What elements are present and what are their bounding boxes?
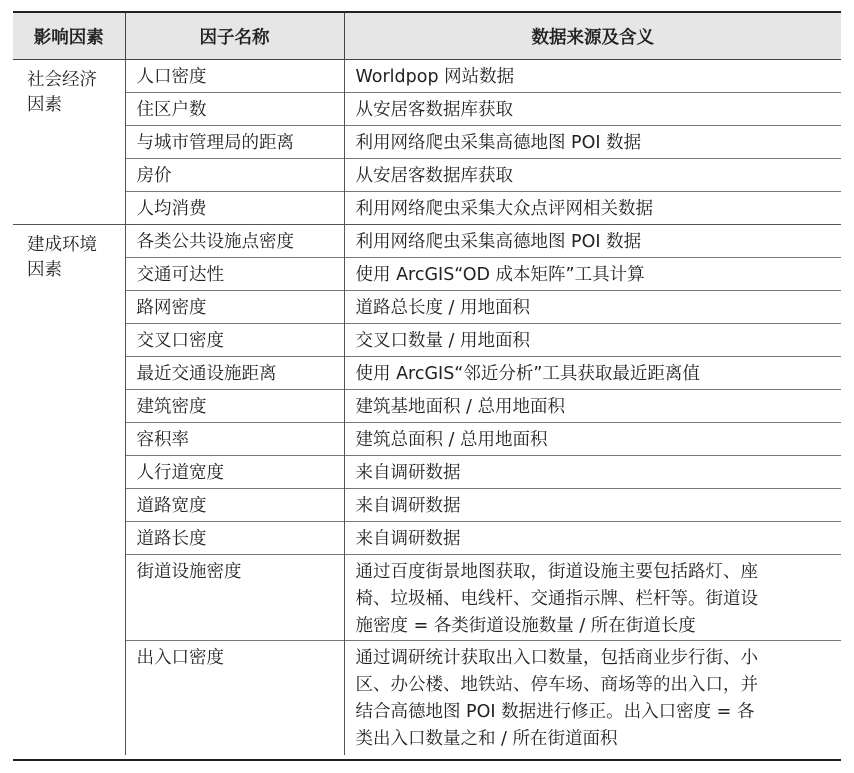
table-row (13, 60, 841, 93)
factor-source: 使用 ArcGIS“OD 成本矩阵”工具计算 (344, 258, 841, 291)
table-row (13, 159, 841, 192)
table-row (13, 258, 841, 291)
table-row (13, 192, 841, 225)
factor-name: 道路宽度 (125, 489, 344, 522)
table-row (13, 456, 841, 489)
factor-name: 最近交通设施距离 (125, 357, 344, 390)
factor-name: 房价 (125, 159, 344, 192)
factor-source: 使用 ArcGIS“邻近分析”工具获取最近距离值 (344, 357, 841, 390)
factor-name: 交叉口密度 (125, 324, 344, 357)
factor-name: 容积率 (125, 423, 344, 456)
factor-source: 利用网络爬虫采集高德地图 POI 数据 (344, 126, 841, 159)
factor-source: 建筑基地面积 / 总用地面积 (344, 390, 841, 423)
table-row (13, 489, 841, 522)
table-row (13, 93, 841, 126)
factor-source: 来自调研数据 (344, 522, 841, 555)
source-line: 施密度 = 各类街道设施数量 / 所在街道长度 (355, 616, 696, 636)
factor-name: 交通可达性 (125, 258, 344, 291)
factor-source: 从安居客数据库获取 (344, 159, 841, 192)
source-line: 类出入口数量之和 / 所在街道面积 (355, 729, 618, 749)
source-line: 通过调研统计获取出入口数量，包括商业步行街、小 (355, 648, 758, 668)
factor-name: 路网密度 (125, 291, 344, 324)
table-bottom-rule (13, 759, 841, 761)
table-row (13, 555, 841, 641)
factor-name: 建筑密度 (125, 390, 344, 423)
category-name-line: 因素 (27, 95, 62, 115)
factor-name: 街道设施密度 (125, 555, 344, 641)
category-name-line: 建成环境 (27, 235, 97, 255)
header-data-source: 数据来源及含义 (344, 12, 841, 60)
table-row (13, 324, 841, 357)
factor-source: 来自调研数据 (344, 489, 841, 522)
table-row (13, 423, 841, 456)
source-line: 通过百度街景地图获取，街道设施主要包括路灯、座 (355, 562, 758, 582)
factor-source: Worldpop 网站数据 (344, 60, 841, 93)
table-body (13, 60, 841, 756)
category-name-line: 社会经济 (27, 70, 97, 90)
table-row (13, 522, 841, 555)
factor-source (344, 555, 841, 641)
factor-table-wrapper (13, 11, 841, 755)
header-row (13, 12, 841, 60)
factor-name: 人口密度 (125, 60, 344, 93)
factor-source: 利用网络爬虫采集大众点评网相关数据 (344, 192, 841, 225)
table-row (13, 225, 841, 258)
factor-source: 建筑总面积 / 总用地面积 (344, 423, 841, 456)
category-socioeconomic (13, 60, 125, 225)
header-influence-factor: 影响因素 (13, 12, 125, 60)
factor-name: 出入口密度 (125, 641, 344, 756)
source-line: 椅、垃圾桶、电线杆、交通指示牌、栏杆等。街道设 (355, 589, 758, 609)
factor-source (344, 641, 841, 756)
factor-source: 交叉口数量 / 用地面积 (344, 324, 841, 357)
factor-table (13, 11, 841, 755)
factor-source: 来自调研数据 (344, 456, 841, 489)
factor-name: 住区户数 (125, 93, 344, 126)
category-name-line: 因素 (27, 260, 62, 280)
factor-name: 与城市管理局的距离 (125, 126, 344, 159)
factor-source: 利用网络爬虫采集高德地图 POI 数据 (344, 225, 841, 258)
source-line: 结合高德地图 POI 数据进行修正。出入口密度 = 各 (355, 702, 755, 722)
factor-name: 各类公共设施点密度 (125, 225, 344, 258)
factor-name: 道路长度 (125, 522, 344, 555)
table-row (13, 390, 841, 423)
table-row (13, 641, 841, 756)
table-row (13, 126, 841, 159)
table-header (13, 12, 841, 60)
source-line: 区、办公楼、地铁站、停车场、商场等的出入口，并 (355, 675, 758, 695)
factor-source: 道路总长度 / 用地面积 (344, 291, 841, 324)
table-row (13, 291, 841, 324)
factor-name: 人均消费 (125, 192, 344, 225)
category-built-environment (13, 225, 125, 756)
factor-source: 从安居客数据库获取 (344, 93, 841, 126)
table-row (13, 357, 841, 390)
factor-name: 人行道宽度 (125, 456, 344, 489)
header-factor-name: 因子名称 (125, 12, 344, 60)
